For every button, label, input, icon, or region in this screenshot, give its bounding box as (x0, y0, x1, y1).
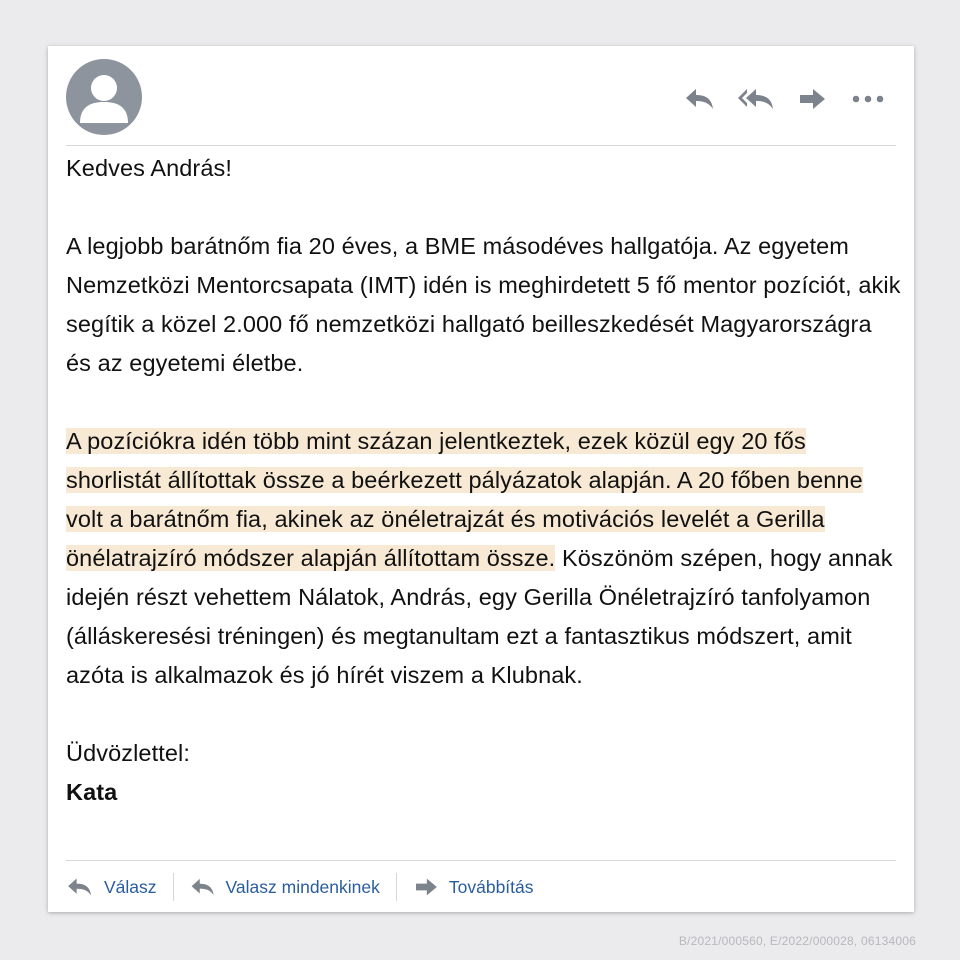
greeting: Kedves András! (66, 155, 233, 181)
reply-icon (66, 876, 94, 898)
footer-actions (66, 870, 550, 904)
footer-separator (173, 873, 174, 901)
paragraph-2-rest: Köszönöm szépen, hogy annak idején részt vehettem Nálatok, András, egy Gerilla Önéletrajzíró tanfolyamon (álláskeresési tréningen) és megtanultam ezt a fantasztikus módszert, amit azóta is alkalmazok és jó hírét viszem a Klubnak. (66, 545, 893, 688)
paragraph-2 (66, 422, 901, 695)
message-body (66, 149, 901, 812)
paragraph-1: A legjobb barátnőm fia 20 éves, a BME másodéves hallgatója. Az egyetem Nemzetközi Mentorcsapata (IMT) idén is meghirdetett 5 fő mentor pozíciót, akik segítik a közel 2.000 fő nemzetközi hallgató beilleszkedését Magyarországra és az egyetemi életbe. (66, 233, 901, 376)
footer-forward-label: Továbbítás (448, 876, 534, 897)
footer-divider (66, 860, 896, 861)
forward-icon (797, 87, 827, 111)
highlighted-text: A pozíciókra idén több mint százan jelentkeztek, ezek közül egy 20 fős shorlistát állítottak össze a beérkezett pályázatok alapján. A 20 főben benne volt a barátnőm fia, akinek az önéletrajzát és motivációs levelét a Gerilla önélatrajzíró módszer alapján állítottam össze. (66, 428, 863, 571)
forward-button[interactable] (784, 84, 840, 114)
person-avatar-icon (66, 59, 142, 135)
email-card (48, 46, 914, 912)
reply-icon (684, 86, 716, 112)
header-actions (672, 84, 896, 114)
header-divider (66, 145, 896, 146)
reply-all-icon (737, 86, 775, 112)
reference-numbers: B/2021/000560, E/2022/000028, 06134006 (678, 934, 916, 948)
footer-reply-button[interactable] (66, 872, 173, 902)
reply-all-button[interactable] (728, 84, 784, 114)
footer-reply-all-label: Valasz mindenkinek (225, 876, 380, 897)
footer-reply-label: Válasz (104, 876, 157, 897)
more-button[interactable] (840, 84, 896, 114)
footer-separator (396, 873, 397, 901)
closing: Üdvözlettel: (66, 740, 190, 766)
more-horizontal-icon (852, 95, 884, 103)
forward-icon (413, 877, 439, 897)
footer-forward-button[interactable] (413, 872, 550, 902)
reply-button[interactable] (672, 84, 728, 114)
reply-all-icon (190, 876, 216, 898)
signature: Kata (66, 779, 118, 805)
footer-reply-all-button[interactable] (190, 872, 396, 902)
